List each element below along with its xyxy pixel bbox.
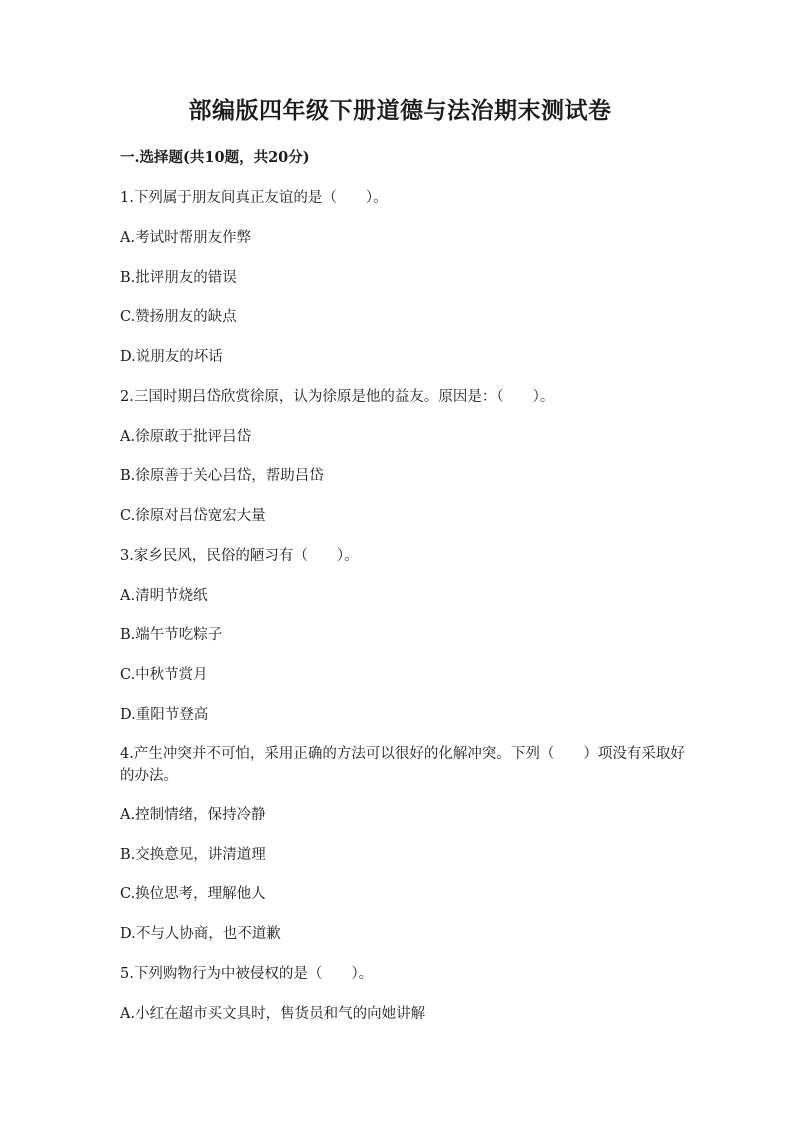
question-1-option-d[interactable]: D.说朋友的坏话 (120, 349, 223, 365)
question-4-option-c[interactable]: C.换位思考，理解他人 (120, 886, 266, 902)
question-3-option-a[interactable]: A.清明节烧纸 (120, 588, 208, 604)
question-3-stem: 3.家乡民风，民俗的陋习有（ ）。 (120, 548, 359, 564)
question-5-stem: 5.下列购物行为中被侵权的是（ ）。 (120, 966, 374, 982)
question-4-option-b[interactable]: B.交换意见，讲清道理 (120, 847, 266, 863)
question-1-option-b[interactable]: B.批评朋友的错误 (120, 270, 237, 286)
question-3-option-d[interactable]: D.重阳节登高 (120, 707, 209, 723)
question-5-option-a[interactable]: A.小红在超市买文具时，售货员和气的向她讲解 (120, 1006, 426, 1022)
question-2-stem: 2.三国时期吕岱欣赏徐原，认为徐原是他的益友。原因是：（ ）。 (120, 389, 555, 405)
question-1-option-a[interactable]: A.考试时帮朋友作弊 (120, 230, 252, 246)
question-2-option-b[interactable]: B.徐原善于关心吕岱，帮助吕岱 (120, 468, 324, 484)
question-1-stem: 1.下列属于朋友间真正友谊的是（ ）。 (120, 190, 388, 206)
question-2-option-a[interactable]: A.徐原敢于批评吕岱 (120, 429, 252, 445)
question-1-option-c[interactable]: C.赞扬朋友的缺点 (120, 309, 237, 325)
question-4-option-d[interactable]: D.不与人协商，也不道歉 (120, 926, 281, 942)
question-4-option-a[interactable]: A.控制情绪，保持冷静 (120, 807, 266, 823)
page-title: 部编版四年级下册道德与法治期末测试卷 (188, 97, 612, 124)
question-4-stem: 4.产生冲突并不可怕，采用正确的方法可以很好的化解冲突。下列（ ）项没有采取好的办法。 (120, 746, 685, 784)
question-2-option-c[interactable]: C.徐原对吕岱宽宏大量 (120, 508, 266, 524)
question-3-option-c[interactable]: C.中秋节赏月 (120, 667, 208, 683)
section-header: 一.选择题(共10题，共20分) (120, 149, 310, 166)
question-3-option-b[interactable]: B.端午节吃粽子 (120, 627, 223, 643)
